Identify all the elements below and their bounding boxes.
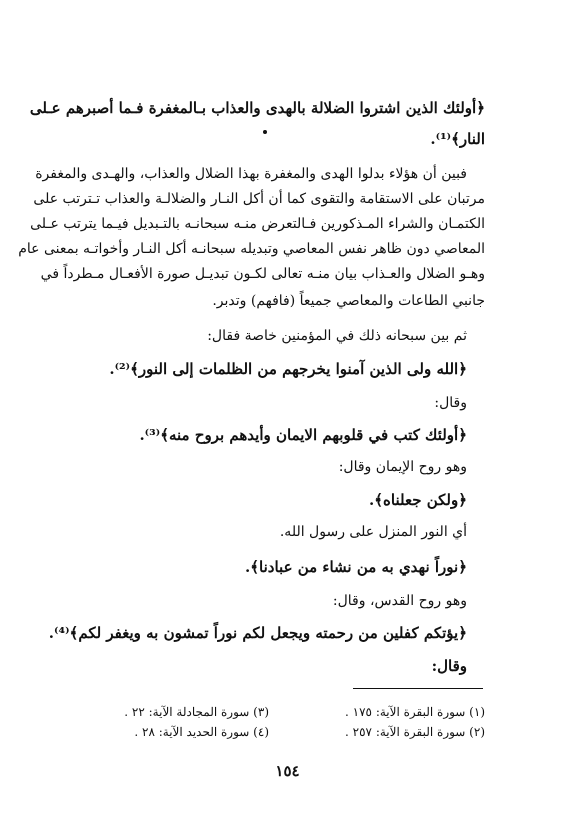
paragraph-line: الكتمـان والشراء المـذكورين فـالتعرض منـه سبحانـه بالتـبديل فيـما يترتب عـلى	[30, 216, 485, 232]
paragraph-line: وهو روح الإيمان وقال:	[338, 459, 467, 475]
verse-line: ﴿نوراً نهدي به من نشاء من عبادنا﴾.	[245, 558, 467, 576]
paragraph-line: مرتبان على الاستقامة والتقوى كما أن أكل النـار والضلالـة والعذاب تـترتب على	[33, 191, 485, 207]
verse-line: ﴿يؤتكم كفلين من رحمته ويجعل لكم نوراً تمشون به ويغفر لكم﴾⁽⁴⁾.	[48, 624, 467, 642]
verse-line: ﴿ولكن جعلناه﴾.	[369, 491, 467, 509]
paragraph-line: وقال:	[434, 395, 467, 411]
footnote: (٣) سورة المجادلة الآية: ٢٢ .	[124, 705, 269, 719]
paragraph-line: فبين أن هؤلاء بدلوا الهدى والمغفرة بهذا الضلال والعذاب، والهـدى والمغفرة	[35, 166, 467, 182]
verse-line: ﴿أولئك الذين اشتروا الضلالة بالهدى والعذاب بـالمغفرة فـما أصبرهم عـلى	[29, 99, 485, 117]
verse-line: ﴿الله ولى الذين آمنوا يخرجهم من الظلمات إلى النور﴾⁽²⁾.	[109, 360, 467, 378]
footnote: (٢) سورة البقرة الآية: ٢٥٧ .	[345, 725, 485, 739]
paragraph-line: ثم بين سبحانه ذلك في المؤمنين خاصة فقال:	[207, 328, 467, 344]
paragraph-line: أي النور المنزل على رسول الله.	[279, 524, 467, 540]
page-number: ١٥٤	[275, 762, 300, 780]
verse-line: ﴿أولئك كتب في قلوبهم الايمان وأيدهم بروح منه﴾⁽³⁾.	[139, 426, 467, 444]
paragraph-line: وقال:	[431, 657, 467, 675]
paragraph-line: المعاصي دون ظاهر نفس المعاصي وتبديله سبحانـه أكل النـار وأخواتـه بمعنى عام	[18, 241, 485, 257]
footnote: (٤) سورة الحديد الآية: ٢٨ .	[134, 725, 269, 739]
footnote: (١) سورة البقرة الآية: ١٧٥ .	[345, 705, 485, 719]
paragraph-line: وهـو الضلال والعـذاب بيان منـه تعالى لكـون تبديـل صورة الأفعـال مـطرداً في	[40, 266, 485, 282]
paragraph-line: وهو روح القدس، وقال:	[332, 593, 467, 609]
paragraph-line: جانبي الطاعات والمعاصي جميعاً (فافهم) وتدبر.	[212, 293, 485, 309]
verse-line: النار﴾⁽¹⁾.	[430, 130, 485, 148]
footnote-separator	[353, 688, 483, 689]
ornament-dot	[263, 130, 267, 134]
